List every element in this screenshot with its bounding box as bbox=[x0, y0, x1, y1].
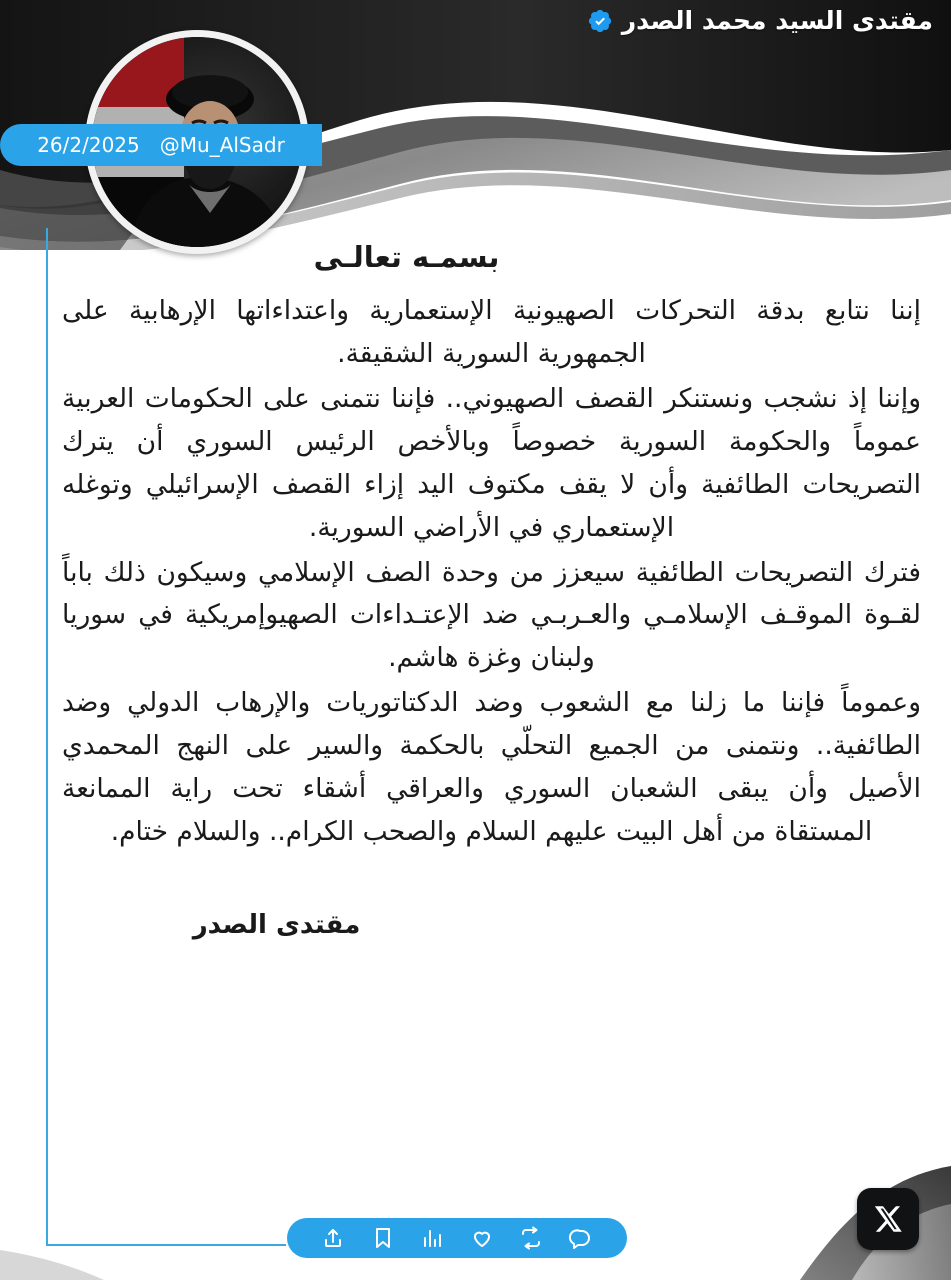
statement-body bbox=[62, 240, 921, 940]
retweet-icon[interactable] bbox=[518, 1225, 544, 1251]
statement-paragraph-2: وإننا إذ نشجب ونستنكر القصف الصهيوني.. فإننا نتمنى على الحكومات العربية عموماً والحكومة السورية خصوصاً وبالأخص الرئيس السوري أن يترك التصريحات الطائفية وأن لا يقف مكتوف اليد إزاء القصف الإسرائيلي وتوغله الإستعماري في الأراضي السورية. bbox=[62, 382, 921, 543]
x-logo-icon bbox=[857, 1188, 919, 1250]
comment-icon[interactable] bbox=[568, 1225, 594, 1251]
action-bar[interactable] bbox=[287, 1218, 627, 1258]
statement-paragraph-3: فترك التصريحات الطائفية سيعزز من وحدة الصف الإسلامي وسيكون ذلك باباً لقـوة الموقـف الإسلامـي والعـربـي ضد الإعتـداءات الصهيوإمريكية في سوريا ولبنان وغزة هاشم. bbox=[62, 556, 921, 674]
verified-badge-icon bbox=[587, 8, 613, 34]
bismillah-heading: بسمـه تعالـى bbox=[313, 240, 500, 274]
share-icon[interactable] bbox=[320, 1225, 346, 1251]
heart-icon[interactable] bbox=[469, 1225, 495, 1251]
bookmark-icon[interactable] bbox=[370, 1225, 396, 1251]
analytics-icon[interactable] bbox=[419, 1225, 445, 1251]
left-accent-rule bbox=[46, 228, 48, 1246]
statement-paragraph-4: وعموماً فإننا ما زلنا مع الشعوب وضد الدكتاتوريات والإرهاب الدولي وضد الطائفية.. ونتمنى من الجميع التحلّي بالحكمة والسير على النهج المحمدي الأصيل وأن يبقى الشعبان السوري والعراقي أشقاء تحت راية الممانعة المستقاة من أهل البيت عليهم السلام والصحب الكرام.. والسلام ختام. bbox=[62, 687, 921, 848]
post-date: 26/2/2025 bbox=[37, 133, 140, 157]
account-name-text: مقتدى السيد محمد الصدر bbox=[621, 6, 933, 35]
post-meta bbox=[0, 124, 322, 166]
bottom-accent-rule bbox=[46, 1244, 286, 1246]
statement-paragraph-1: إننا نتابع بدقة التحركات الصهيونية الإستعمارية واعتداءاتها الإرهابية على الجمهورية السورية الشقيقة. bbox=[62, 295, 921, 369]
account-name bbox=[587, 6, 933, 35]
post-handle: @Mu_AlSadr bbox=[159, 133, 285, 157]
signature: مقتدى الصدر bbox=[192, 909, 361, 940]
